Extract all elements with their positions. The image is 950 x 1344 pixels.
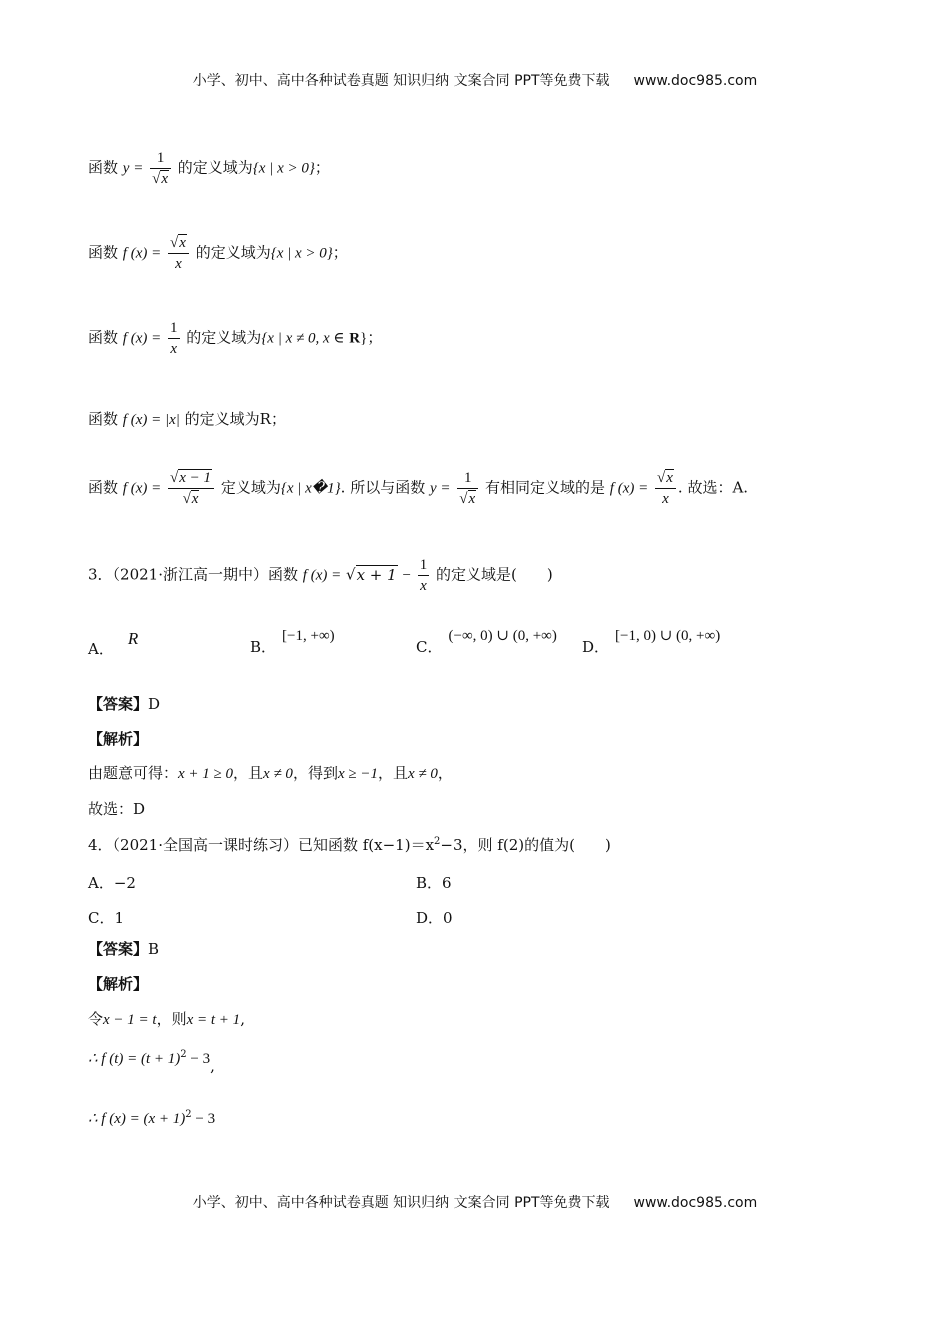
q4-option-d[interactable] — [416, 907, 453, 928]
q4-answer — [88, 942, 159, 957]
answer-value: D — [148, 695, 161, 713]
q3-option-b[interactable] — [250, 628, 335, 657]
page-header — [0, 70, 950, 90]
math-lhs: f (x) = — [122, 480, 162, 497]
option-value: (−∞, 0) ∪ (0, +∞) — [448, 628, 557, 644]
math-lhs: f (x) = — [302, 567, 342, 584]
line-prefix: 函数 — [88, 478, 119, 497]
fraction-numerator: 1 — [150, 148, 171, 169]
domain-line-3 — [88, 318, 382, 359]
fraction-numerator: √x − 1 — [168, 468, 214, 489]
math-inline: x − 1 = t — [103, 1012, 157, 1028]
fraction — [418, 555, 430, 596]
fraction-numerator: 1 — [168, 318, 180, 339]
minus-sign: − — [402, 567, 411, 584]
fraction-denominator: √x — [459, 491, 476, 507]
option-value: 1 — [114, 909, 125, 927]
fraction-3 — [655, 468, 676, 509]
fraction-numerator: 1 — [418, 555, 430, 576]
math-inline: x ≠ 0 — [407, 766, 438, 782]
q3-option-a[interactable] — [88, 629, 139, 659]
q4-step-2: ∴ f $(t) = (t + 1)^2 - 3$, — [88, 1049, 215, 1075]
option-value: −2 — [113, 874, 136, 892]
q4-analysis-label: 【解析】 — [88, 975, 149, 993]
q4-step-1: 令x − 1 = t，则x = t + 1, — [88, 1010, 245, 1028]
line-text-3: 有相同定义域的是 — [484, 478, 605, 497]
option-value: 6 — [442, 874, 452, 892]
fraction — [168, 318, 180, 359]
math-inline: x ≥ −1 — [337, 766, 378, 782]
footer-url[interactable]: www.doc985.com — [633, 1195, 758, 1211]
line-text-2: . 所以与函数 — [340, 478, 426, 497]
math-lhs: f (x) = — [122, 245, 162, 262]
superscript: 2 — [180, 1049, 187, 1060]
option-label: A． — [88, 874, 114, 892]
line-text: 的定义域为R； — [184, 410, 286, 428]
line-prefix: 函数 — [88, 328, 119, 347]
option-label: C． — [416, 638, 443, 656]
fraction-numerator: 1 — [457, 468, 478, 489]
line-end: ； — [367, 328, 383, 347]
math-expression: f (x) = |x| — [122, 412, 180, 428]
fraction-denominator: √x — [182, 491, 199, 507]
math-lhs-2: y = — [429, 480, 451, 497]
sqrt-expression: √x + 1 — [346, 565, 397, 584]
q3-answer — [88, 697, 160, 712]
line-text: 的定义域为 — [195, 243, 271, 262]
math-set: {x | x > 0} — [252, 160, 315, 177]
fraction — [150, 148, 171, 189]
line-text: 的定义域为 — [177, 158, 253, 177]
header-url[interactable]: www.doc985.com — [633, 73, 758, 89]
math-lhs-3: f (x) = — [609, 480, 649, 497]
q4-option-b[interactable] — [416, 872, 452, 893]
domain-line-5 — [88, 468, 748, 509]
q4-option-a[interactable] — [88, 872, 136, 893]
math-lhs: f (x) = — [122, 330, 162, 347]
footer-text: 小学、初中、高中各种试卷真题 知识归纳 文案合同 PPT等免费下载 — [192, 1195, 610, 1211]
q3-analysis-label: 【解析】 — [88, 730, 149, 748]
fraction-denominator: x — [170, 341, 178, 357]
fraction — [168, 233, 189, 274]
fraction-2 — [457, 468, 478, 509]
real-set-symbol: R — [349, 330, 361, 347]
fraction-denominator: x — [662, 491, 669, 507]
fraction — [168, 468, 214, 509]
math-lhs: y = — [122, 160, 144, 177]
option-label: B． — [250, 638, 277, 656]
domain-line-4 — [88, 412, 286, 428]
line-text: 定义域为 — [220, 478, 281, 497]
math-set: {x | x ≠ 0, x ∈ — [261, 330, 345, 347]
math-inline: x + 1 ≥ 0 — [178, 766, 234, 782]
question-3-stem — [88, 555, 553, 596]
option-value: [−1, 0) ∪ (0, +∞) — [615, 628, 721, 644]
math-set-close: } — [360, 330, 368, 347]
header-text: 小学、初中、高中各种试卷真题 知识归纳 文案合同 PPT等免费下载 — [192, 73, 610, 89]
superscript: 2 — [185, 1109, 192, 1120]
math-set: {x | x > 0} — [270, 245, 333, 262]
fraction-denominator: x — [175, 256, 182, 272]
q3-conclusion: 故选：D — [88, 800, 146, 818]
answer-label: 【答案】 — [88, 940, 149, 958]
line-end: ； — [332, 243, 348, 262]
domain-line-2 — [88, 233, 348, 274]
superscript: 2 — [434, 836, 441, 847]
fraction-denominator: √x — [152, 171, 169, 187]
option-label: D． — [416, 909, 444, 927]
math-inline: x = t + 1 — [186, 1012, 241, 1028]
option-label: D． — [582, 638, 610, 656]
fraction-denominator: x — [420, 578, 427, 594]
line-prefix: 函数 — [88, 243, 119, 262]
option-label: C． — [88, 909, 115, 927]
fraction-numerator: √x — [168, 233, 189, 254]
option-label: B． — [416, 874, 443, 892]
page-footer — [0, 1192, 950, 1212]
q3-option-d[interactable] — [582, 628, 721, 657]
q3-analysis: 由题意可得：x + 1 ≥ 0，且x ≠ 0，得到x ≥ −1，且x ≠ 0， — [88, 764, 453, 782]
line-text: 的定义域为 — [186, 328, 262, 347]
line-prefix: 函数 — [88, 410, 119, 428]
q3-option-c[interactable] — [416, 628, 557, 657]
line-end: . 故选：A. — [677, 478, 749, 497]
line-prefix: 函数 — [88, 158, 119, 177]
answer-value: B — [148, 940, 160, 958]
math-set: {x | x�1} — [280, 480, 341, 497]
math-inline: x ≠ 0 — [263, 766, 293, 782]
line-end: ； — [314, 158, 330, 177]
question-tail: 的定义域是( ) — [435, 565, 553, 584]
q4-option-c[interactable] — [88, 907, 124, 928]
answer-label: 【答案】 — [88, 695, 149, 713]
option-value: R — [127, 629, 139, 648]
option-value: [−1, +∞) — [282, 628, 335, 644]
q4-step-3: ∴ f $(x) = (x + 1)^2 - 3$ — [88, 1109, 216, 1127]
fraction-numerator: √x — [655, 468, 676, 489]
option-label: A． — [88, 640, 114, 658]
option-value: 0 — [443, 909, 453, 927]
question-4-stem: 4．（2021·全国高一课时练习）已知函数 $f(x-1)=x^2-3$，则 f(2)的值为( ) — [88, 836, 611, 854]
domain-line-1 — [88, 148, 330, 189]
question-text: 3．（2021·浙江高一期中）函数 — [88, 565, 298, 584]
